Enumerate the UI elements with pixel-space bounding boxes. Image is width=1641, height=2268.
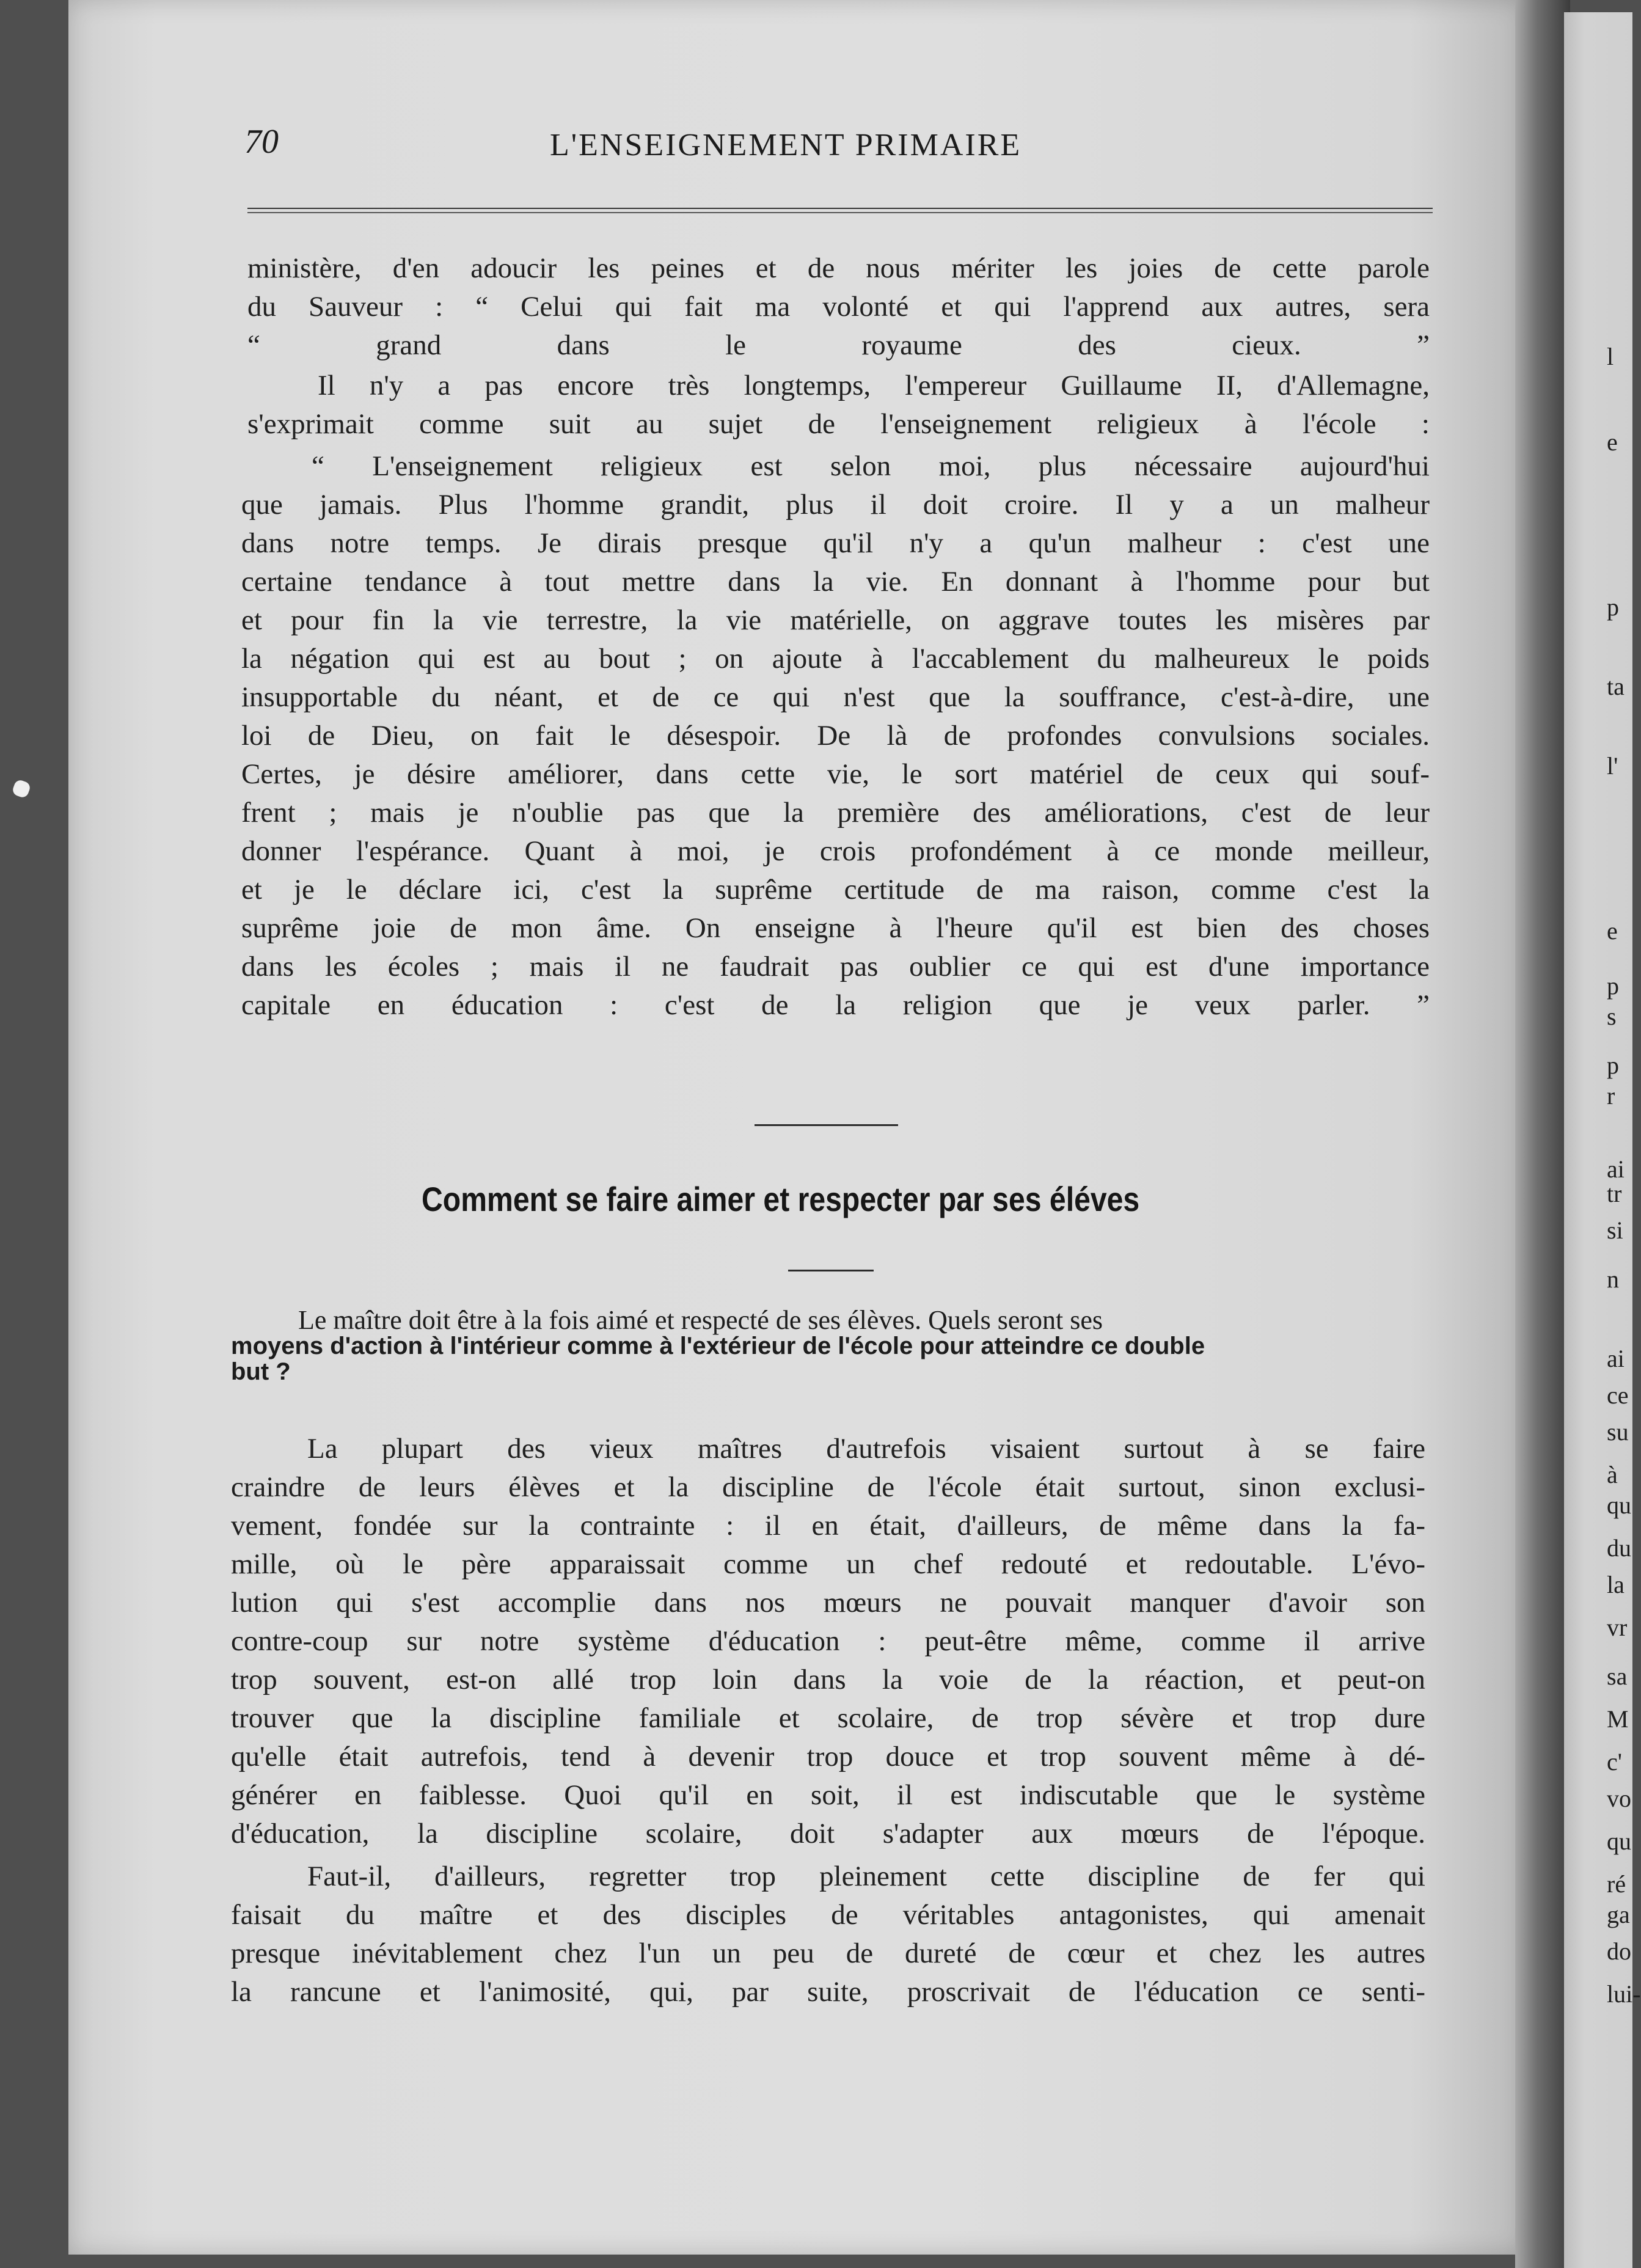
paragraph-continuation — [247, 249, 1430, 365]
text-line: la négation qui est au bout ; on ajoute à l'accablement du malheureux le poids — [241, 643, 1430, 675]
facing-page-fragment: tr — [1607, 1180, 1622, 1207]
facing-page-fragment: lui- — [1607, 1980, 1641, 2008]
facing-page-fragment: su — [1607, 1418, 1629, 1446]
text-line: et je le déclare ici, c'est la suprême certitude de ma raison, comme c'est la — [241, 874, 1430, 905]
facing-page-fragment: p — [1607, 1052, 1619, 1079]
facing-page-fragment: l — [1607, 343, 1614, 370]
facing-page — [1564, 12, 1632, 2268]
facing-page-fragment: p — [1607, 972, 1619, 1000]
text-line: La plupart des vieux maîtres d'autrefois visaient surtout à se faire — [307, 1433, 1425, 1465]
text-line: ministère, d'en adoucir les peines et de nous mériter les joies de cette parole — [247, 252, 1430, 284]
facing-page-fragment: du — [1607, 1534, 1631, 1562]
facing-page-fragment: ce — [1607, 1381, 1629, 1409]
facing-page-fragment: ai — [1607, 1155, 1625, 1183]
question-line-3: but ? — [231, 1358, 291, 1385]
text-line: “ grand dans le royaume des cieux. ” — [247, 329, 1430, 361]
facing-page-fragment: r — [1607, 1082, 1615, 1110]
paragraph-answer-1 — [231, 1430, 1425, 1853]
text-line: Il n'y a pas encore très longtemps, l'empereur Guillaume II, d'Allemagne, — [318, 370, 1430, 401]
question-line-2: moyens d'action à l'intérieur comme à l'extérieur de l'école pour atteindre ce double — [231, 1333, 1205, 1359]
facing-page-fragment: vo — [1607, 1785, 1631, 1812]
text-line: certaine tendance à tout mettre dans la vie. En donnant à l'homme pour but — [241, 566, 1430, 598]
facing-page-fragment: qu — [1607, 1491, 1631, 1519]
paragraph-emperor-intro — [247, 367, 1430, 444]
facing-page-fragment: vr — [1607, 1614, 1628, 1641]
facing-page-fragment: e — [1607, 428, 1618, 456]
text-line: loi de Dieu, on fait le désespoir. De là de profondes convulsions sociales. — [241, 720, 1430, 752]
page-number: 70 — [244, 123, 279, 161]
text-line: générer en faiblesse. Quoi qu'il en soit, il est indiscutable que le système — [231, 1779, 1425, 1811]
facing-page-fragment: c' — [1607, 1748, 1622, 1776]
book-gutter — [1515, 0, 1570, 2268]
text-line: vement, fondée sur la contrainte : il en était, d'ailleurs, de même dans la fa- — [231, 1510, 1425, 1542]
text-line: lution qui s'est accomplie dans nos mœurs ne pouvait manquer d'avoir son — [231, 1587, 1425, 1619]
text-line: faisait du maître et des disciples de véritables antagonistes, qui amenait — [231, 1899, 1425, 1931]
text-line: s'exprimait comme suit au sujet de l'enseignement religieux à l'école : — [247, 408, 1430, 440]
text-line: Certes, je désire améliorer, dans cette vie, le sort matériel de ceux qui souf- — [241, 758, 1430, 790]
section-separator-top — [755, 1124, 898, 1126]
running-head: L'ENSEIGNEMENT PRIMAIRE — [550, 128, 1022, 163]
section-separator-bottom — [788, 1270, 874, 1271]
text-line: suprême joie de mon âme. On enseigne à l'heure qu'il est bien des choses — [241, 912, 1430, 944]
scan-speck — [11, 778, 31, 799]
facing-page-fragment: p — [1607, 593, 1619, 621]
text-line: qu'elle était autrefois, tend à devenir trop douce et trop souvent même à dé- — [231, 1741, 1425, 1772]
text-line: donner l'espérance. Quant à moi, je crois profondément à ce monde meilleur, — [241, 835, 1430, 867]
facing-page-fragment: qu — [1607, 1827, 1631, 1855]
text-line: du Sauveur : “ Celui qui fait ma volonté et qui l'apprend aux autres, sera — [247, 291, 1430, 323]
facing-page-fragment: l' — [1607, 752, 1618, 780]
text-line: et pour fin la vie terrestre, la vie matérielle, on aggrave toutes les misères par — [241, 604, 1430, 636]
facing-page-fragment: do — [1607, 1937, 1631, 1965]
facing-page-fragment: n — [1607, 1265, 1619, 1293]
text-line: Faut-il, d'ailleurs, regretter trop pleinement cette discipline de fer qui — [307, 1860, 1425, 1892]
text-line: “ L'enseignement religieux est selon moi, plus nécessaire aujourd'hui — [312, 450, 1430, 482]
text-line: que jamais. Plus l'homme grandit, plus il doit croire. Il y a un malheur — [241, 489, 1430, 521]
header-rule — [247, 208, 1433, 213]
facing-page-fragment: si — [1607, 1216, 1623, 1244]
section-title: Comment se faire aimer et respecter par ses éléves — [422, 1180, 1140, 1218]
text-line: frent ; mais je n'oublie pas que la première des améliorations, c'est de leur — [241, 797, 1430, 829]
text-line: contre-coup sur notre système d'éducation : peut-être même, comme il arrive — [231, 1625, 1425, 1657]
text-line: d'éducation, la discipline scolaire, doit s'adapter aux mœurs de l'époque. — [231, 1818, 1425, 1849]
facing-page-fragment: la — [1607, 1571, 1625, 1598]
text-line: insupportable du néant, et de ce qui n'est que la souffrance, c'est-à-dire, une — [241, 681, 1430, 713]
facing-page-fragment: ga — [1607, 1901, 1630, 1928]
facing-page-fragment: s — [1607, 1003, 1617, 1030]
question-line-1: Le maître doit être à la fois aimé et respecté de ses élèves. Quels seront ses — [298, 1305, 1103, 1335]
text-line: dans les écoles ; mais il ne faudrait pas oublier ce qui est d'une importance — [241, 951, 1430, 982]
text-line: dans notre temps. Je dirais presque qu'il n'y a qu'un malheur : c'est une — [241, 527, 1430, 559]
facing-page-fragment: e — [1607, 917, 1618, 945]
text-line: trop souvent, est-on allé trop loin dans la voie de la réaction, et peut-on — [231, 1664, 1425, 1696]
paragraph-emperor-quote — [241, 447, 1430, 1025]
facing-page-fragment: M — [1607, 1705, 1629, 1733]
facing-page-fragment: ai — [1607, 1345, 1625, 1372]
text-line: trouver que la discipline familiale et scolaire, de trop sévère et trop dure — [231, 1702, 1425, 1734]
facing-page-fragment: sa — [1607, 1663, 1628, 1690]
facing-page-fragment: ta — [1607, 673, 1625, 700]
text-line: craindre de leurs élèves et la discipline de l'école était surtout, sinon exclusi- — [231, 1471, 1425, 1503]
text-line: mille, où le père apparaissait comme un chef redouté et redoutable. L'évo- — [231, 1548, 1425, 1580]
facing-page-fragment: à — [1607, 1461, 1618, 1488]
facing-page-fragment: ré — [1607, 1870, 1626, 1898]
essay-question — [231, 1305, 1428, 1385]
text-line: presque inévitablement chez l'un un peu de dureté de cœur et chez les autres — [231, 1937, 1425, 1969]
text-line: capitale en éducation : c'est de la religion que je veux parler. ” — [241, 989, 1430, 1021]
paragraph-answer-2 — [231, 1857, 1425, 2011]
text-line: la rancune et l'animosité, qui, par suite, proscrivait de l'éducation ce senti- — [231, 1976, 1425, 2008]
